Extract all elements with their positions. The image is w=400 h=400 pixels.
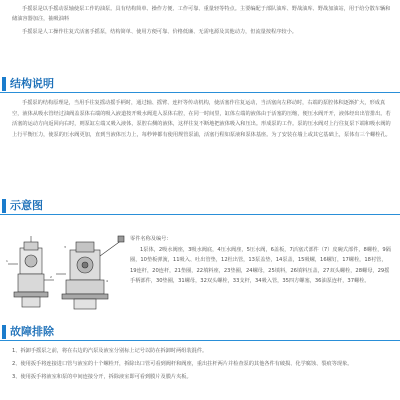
section-accent-bar <box>2 77 6 91</box>
section-title-structure: 结构说明 <box>10 77 54 90</box>
intro-block <box>12 4 392 40</box>
section-header-structure <box>0 74 400 93</box>
parts-heading: 零件名称及编号： <box>130 236 172 242</box>
section-title-trouble: 故障排除 <box>10 325 54 338</box>
intro-paragraph-1: 手摇泵是以手摇动泵轴使泵工作的油泵。具有结构简单、操作方便、工作可靠、重量轻等特点。主要编配于部队油库、野战油库、野战加油站，用于给分散车辆和储油容器加注，抽吸油料 <box>12 6 391 22</box>
svg-text:3: 3 <box>64 245 66 249</box>
section-accent-bar <box>2 325 6 339</box>
section-header-trouble <box>0 322 400 341</box>
intro-paragraph-2: 手摇泵是人工操作往复式活塞手摇泵，结构简单、使用方便可靠、价格低廉、无需电源及其他动力，但流量按程序较小。 <box>22 29 297 35</box>
svg-text:2: 2 <box>50 275 52 279</box>
troubleshooting-list <box>12 346 392 382</box>
section-accent-bar <box>2 199 6 213</box>
svg-text:4: 4 <box>106 279 108 283</box>
troubleshooting-item: 2、使用扳手将连接进口管与液室的十个螺栓开，拆除出口管可看到阀杆和阀座，重出拄杆两片并检查泵的其他各件有破损、化学腐蚀、裂痕等现象。 <box>12 361 353 367</box>
section-title-diagram: 示意图 <box>10 199 43 212</box>
troubleshooting-item: 1、拆卸手摇泵之前，将在右边的汽泵及液室分别标上记号以防在拆卸时两组装混件。 <box>12 348 208 354</box>
parts-list-text: 1泵体，2吸水阀座，3吸水阀底，4压水阀座，5压水阀，6盖板，7活塞式部件（7）皮碗式部件，8螺栓，9隔圈，10垫板弹簧，11吸入、吐出管垫，12杜出管，13泵盖垫，14泵盖，15吸螺，16螺钉，17螺栓，18衬管，19连杆，20连杆，21垫圈，22填料座，23垫圈，24螺母，25填料，26填料压盖，27双头螺栓，28螺母，29摇手柄部件，30垫圈，31螺母，32双头螺栓，33支杆，34吸入管，35四方螺塞，36油泵连杆，37螺栓。 <box>130 246 391 284</box>
pump-diagram <box>4 234 128 316</box>
parts-list <box>130 234 392 287</box>
troubleshooting-item: 3、使用扳手将液室和泵的中间连接分开，拆除液室即可看到膜片及膜片夹板。 <box>12 374 192 380</box>
structure-description: 手摇泵的结构原理是，当用手往复摇动摇手柄时，通过轴、摇臂、连杆等传动机构，使活塞作往复运动，当活塞向左移动时，右端的泵腔体积逐渐扩大，形成真空，液体从吸水管经过油阀盖泵体右端的吸入液道按开吸水阀进入泵体右腔，在同一时间里，缸体左端的液体由于活塞的压缩，便压水阀开开，液体经出出管排出。若活塞的运动方向返回向右时，则泵缸左端又吸入液体，泵腔右侧的液体，这样往复不断地把液体吸入和压出。形成泵的工作。泵的压水阀对上行往复泵下端和吸水阀的上行平衡压力，使泵的压水阀更加，直到当液体压力上，每秒钟都有使用规管泵浦，活塞行程如泵液和泵体基座。为了安装在墙上或其它基础上，泵体有三个螺栓孔。 <box>12 100 391 138</box>
section-header-diagram <box>0 196 400 215</box>
svg-text:1: 1 <box>6 259 8 263</box>
